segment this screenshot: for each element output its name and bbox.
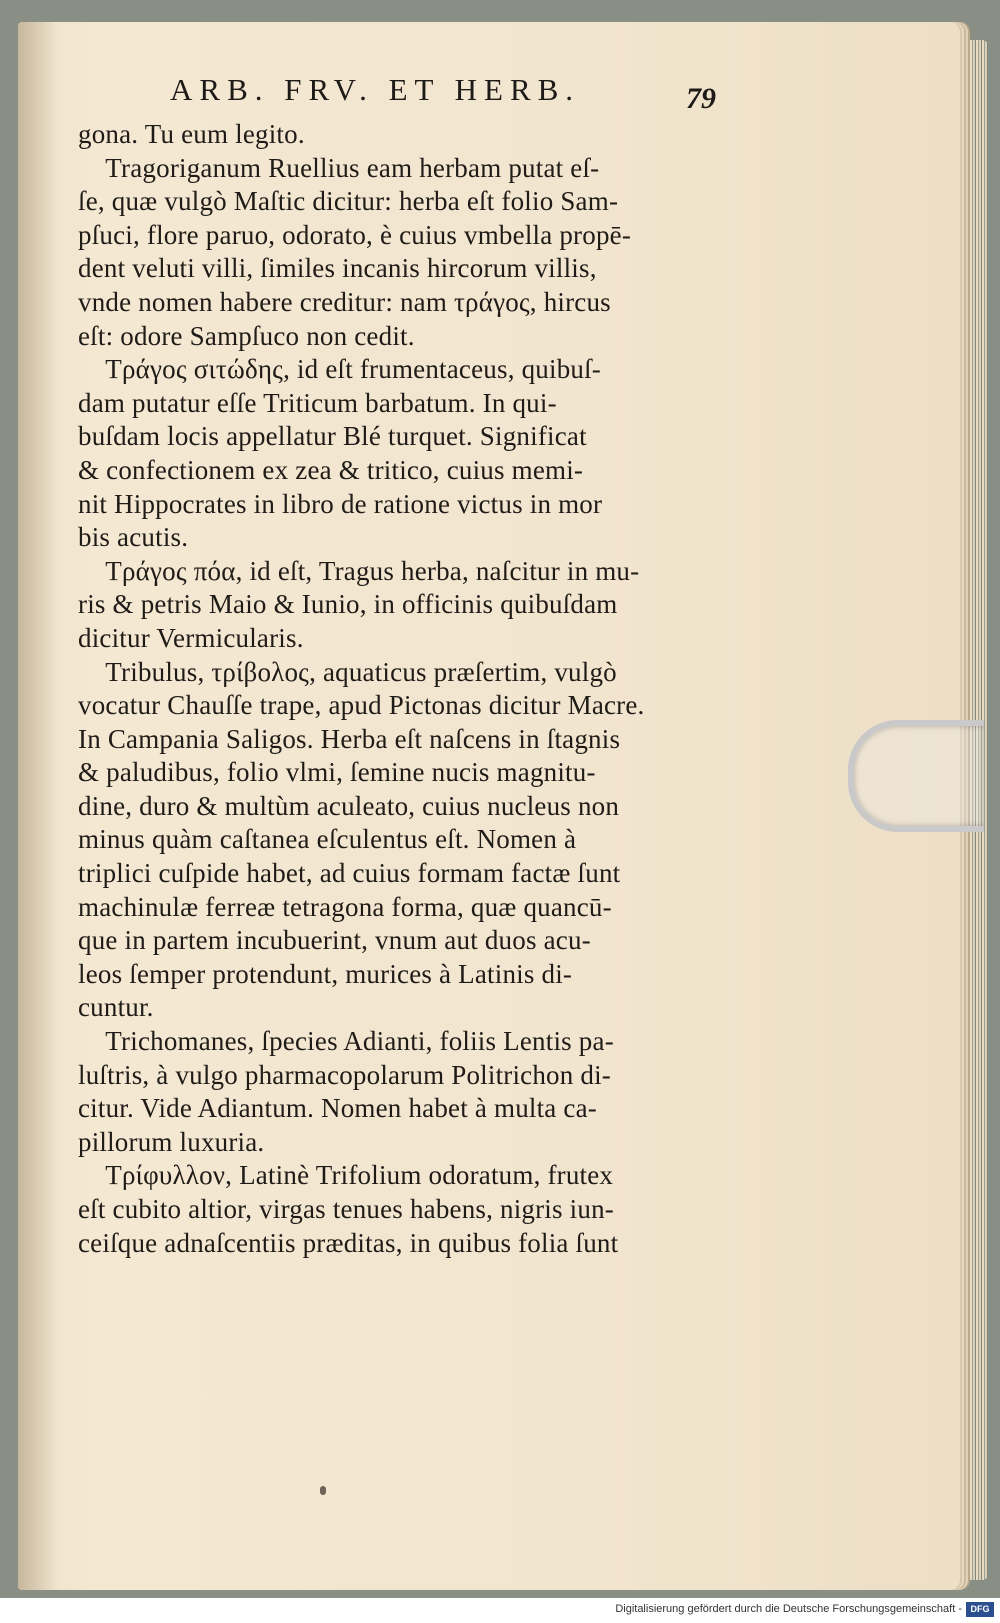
text-line: vnde nomen habere creditur: nam τράγος, hircus <box>78 286 611 317</box>
text-line: gona. Tu eum legito. <box>78 119 305 149</box>
text-line: Trichomanes, ſpecies Adianti, foliis Lentis pa- <box>78 1026 614 1057</box>
text-line: dam putatur eſſe Triticum barbatum. In qui- <box>78 387 557 418</box>
footer-bar <box>0 1598 1000 1623</box>
text-line: citur. Vide Adiantum. Nomen habet à multa ca- <box>78 1093 597 1124</box>
text-line: cuntur. <box>78 992 154 1023</box>
text-line: & confectionem ex zea & tritico, cuius memi- <box>78 454 584 485</box>
running-header: ARB. FRV. ET HERB. <box>170 72 581 107</box>
text-line: In Campania Saligos. Herba eſt naſcens in ſtagnis <box>78 723 621 754</box>
text-line: Τρίφυλλον, Latinè Trifolium odoratum, frutex <box>78 1160 614 1191</box>
text-line: nit Hippocrates in libro de ratione victus in mor <box>78 488 603 519</box>
text-line: eſt: odore Sampſuco non cedit. <box>78 320 415 351</box>
folio-number: 79 <box>686 82 716 115</box>
text-line: minus quàm caſtanea eſculentus eſt. Nomen à <box>78 824 577 855</box>
text-line: Tragoriganum Ruellius eam herbam putat eſ- <box>78 152 600 183</box>
paper-clip <box>848 720 984 832</box>
text-line: pſuci, flore paruo, odorato, è cuius vmbella propē- <box>78 219 632 250</box>
text-line: bis acutis. <box>78 522 189 553</box>
text-line: & paludibus, folio vlmi, ſemine nucis magnitu- <box>78 757 596 788</box>
text-line: vocatur Chauſſe trape, apud Pictonas dicitur Macre. <box>78 690 645 721</box>
ink-speck <box>320 1486 326 1495</box>
text-line: machinulæ ferreæ tetragona forma, quæ quancū- <box>78 891 612 922</box>
page-text <box>78 118 718 1260</box>
text-line: eſt cubito altior, virgas tenues habens, nigris iun- <box>78 1194 614 1224</box>
text-line: Τράγος πόα, id eſt, Tragus herba, naſcitur in mu- <box>78 555 640 586</box>
text-line: triplici cuſpide habet, ad cuius formam factæ ſunt <box>78 858 621 889</box>
text-line: ceiſque adnaſcentiis præditas, in quibus folia ſunt <box>78 1227 619 1258</box>
text-line: leos ſemper protendunt, murices à Latinis di- <box>78 958 573 989</box>
text-line: que in partem incubuerint, vnum aut duos acu- <box>78 925 591 956</box>
text-line: luſtris, à vulgo pharmacopolarum Politrichon di- <box>78 1059 612 1090</box>
text-line: buſdam locis appellatur Blé turquet. Significat <box>78 421 587 452</box>
text-line: Tribulus, τρίβολος, aquaticus præſertim, vulgò <box>78 656 617 687</box>
text-line: Τράγος σιτώδης, id eſt frumentaceus, quibuſ- <box>78 354 601 385</box>
text-line: dine, duro & multùm aculeato, cuius nucleus non <box>78 790 620 821</box>
funding-note: Digitalisierung gefördert durch die Deutsche Forschungsgemeinschaft - <box>615 1603 962 1615</box>
text-line: ris & petris Maio & Iunio, in officinis quibuſdam <box>78 589 618 620</box>
text-line: ſe, quæ vulgò Maſtic dicitur: herba eſt folio Sam- <box>78 186 619 217</box>
text-line: dicitur Vermicularis. <box>78 622 304 653</box>
dfg-logo[interactable]: DFG <box>966 1602 994 1617</box>
text-line: pillorum luxuria. <box>78 1126 265 1157</box>
text-line: dent veluti villi, ſimiles incanis hircorum villis, <box>78 253 597 284</box>
spine-shadow <box>18 22 58 1590</box>
